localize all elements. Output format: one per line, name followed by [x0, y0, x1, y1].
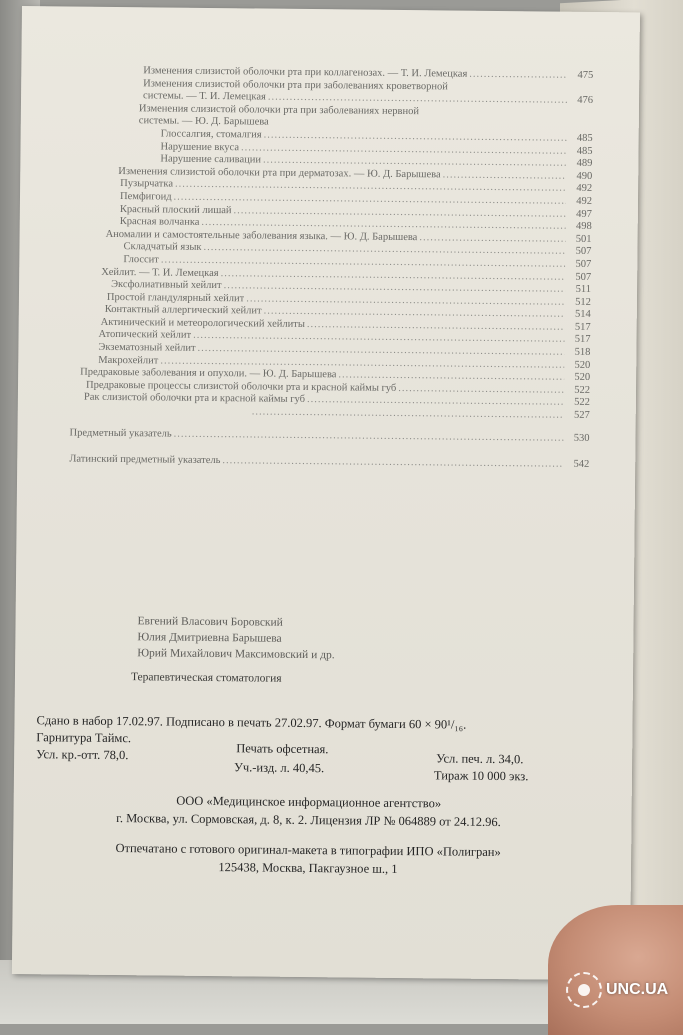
toc-entry-latin-index: Латинский предметный указатель ..... 542	[69, 454, 589, 472]
authors-list	[137, 613, 497, 665]
toc-entry: Предраковые заболевания и опухоли. — Ю. Д. Барышева ..... 520	[70, 367, 590, 385]
publisher-name: ООО «Медицинское информационное агентство»	[176, 793, 442, 811]
toc-entry: Изменения слизистой оболочки рта при заболеваниях нервной	[138, 103, 420, 117]
toc-entry: системы. — Т. И. Лемецкая ..... 476	[73, 90, 593, 108]
toc-entry: Складчатый язык ..... 507	[71, 241, 591, 259]
author-name: Юлия Дмитриевна Барышева	[137, 631, 282, 645]
watermark-text: UNC.UA	[606, 981, 669, 998]
toc-entry: Актинический и метеорологический хейлиты ..... 517	[71, 316, 591, 334]
toc-entry: Предраковые процессы слизистой оболочки рта и красной каймы губ ..... 522	[70, 379, 590, 397]
toc-entry-subject-index: Предметный указатель ..... 530	[69, 427, 589, 445]
imprint-typeface: Гарнитура Таймс.	[36, 730, 132, 746]
imprint-block	[36, 712, 577, 786]
table-of-contents	[69, 65, 593, 472]
toc-entry: Хейлит. — Т. И. Лемецкая ..... 507	[71, 266, 591, 284]
book-title: Терапевтическая стоматология	[130, 671, 282, 685]
imprint-print-sheets: Усл. кр.-отт. 78,0.	[36, 747, 129, 763]
printer-name: Отпечатано с готового оригинал-макета в типографии ИПО «Полигран»	[115, 841, 501, 860]
imprint-publishing-sheets: Уч.-изд. л. 40,45.	[233, 760, 325, 776]
printer-address: 125438, Москва, Пакгаузное ш., 1	[218, 860, 398, 876]
toc-entry: Аномалии и самостоятельные заболевания языка. — Ю. Д. Барышева ..... 501	[72, 228, 592, 246]
toc-entry: ..... 527	[70, 405, 590, 423]
toc-entry: Простой гландулярный хейлит ..... 512	[71, 291, 591, 309]
toc-entry: Красный плоский лишай ..... 497	[72, 203, 592, 221]
toc-entry: Изменения слизистой оболочки рта при коллагенозах. — Т. И. Лемецкая ..... 475	[73, 65, 593, 83]
toc-entry: Контактный аллергический хейлит ..... 514	[71, 304, 591, 322]
toc-entry: Изменения слизистой оболочки рта при дерматозах. — Ю. Д. Барышева ..... 490	[72, 165, 592, 183]
toc-entry: Нарушение вкуса ..... 485	[72, 140, 592, 158]
imprint-conv-sheets: Усл. печ. л. 34,0.	[436, 751, 524, 767]
toc-entry: Экзематозный хейлит ..... 518	[70, 342, 590, 360]
imprint-print-type: Печать офсетная.	[236, 741, 329, 757]
toc-entry: Пемфигоид ..... 492	[72, 190, 592, 208]
toc-entry: Эксфолиативный хейлит ..... 511	[71, 279, 591, 297]
toc-entry: Пузырчатка ..... 492	[72, 178, 592, 196]
imprint-dates-format: Сдано в набор 17.02.97. Подписано в печать 27.02.97. Формат бумаги 60 × 90¹/₁₆.	[36, 713, 467, 732]
book-page	[12, 6, 640, 980]
author-name: Юрий Михайлович Максимовский и др.	[137, 647, 335, 662]
toc-entry: Рак слизистой оболочки рта и красной каймы губ ..... 522	[70, 392, 590, 410]
toc-entry: Глоссалгия, стомалгия ..... 485	[73, 128, 593, 146]
toc-entry: системы. — Ю. Д. Барышева	[138, 115, 269, 128]
publisher-block	[43, 790, 573, 832]
publisher-address: г. Москва, ул. Сормовская, д. 8, к. 2. Лицензия ЛР № 064889 от 24.12.96.	[116, 811, 501, 830]
toc-entry: Красная волчанка ..... 498	[72, 216, 592, 234]
toc-entry: Макрохейлит ..... 520	[70, 354, 590, 372]
watermark-logo-icon	[566, 972, 602, 1008]
toc-entry: Глоссит ..... 507	[71, 253, 591, 271]
imprint-circulation: Тираж 10 000 экз.	[433, 768, 529, 784]
watermark	[566, 966, 678, 1014]
printer-block	[43, 838, 573, 880]
toc-entry: Атопический хейлит ..... 517	[70, 329, 590, 347]
author-name: Евгений Власович Боровский	[137, 615, 283, 629]
toc-entry: Нарушение саливации ..... 489	[72, 153, 592, 171]
toc-entry: Изменения слизистой оболочки рта при заболеваниях кроветворной	[143, 77, 448, 93]
